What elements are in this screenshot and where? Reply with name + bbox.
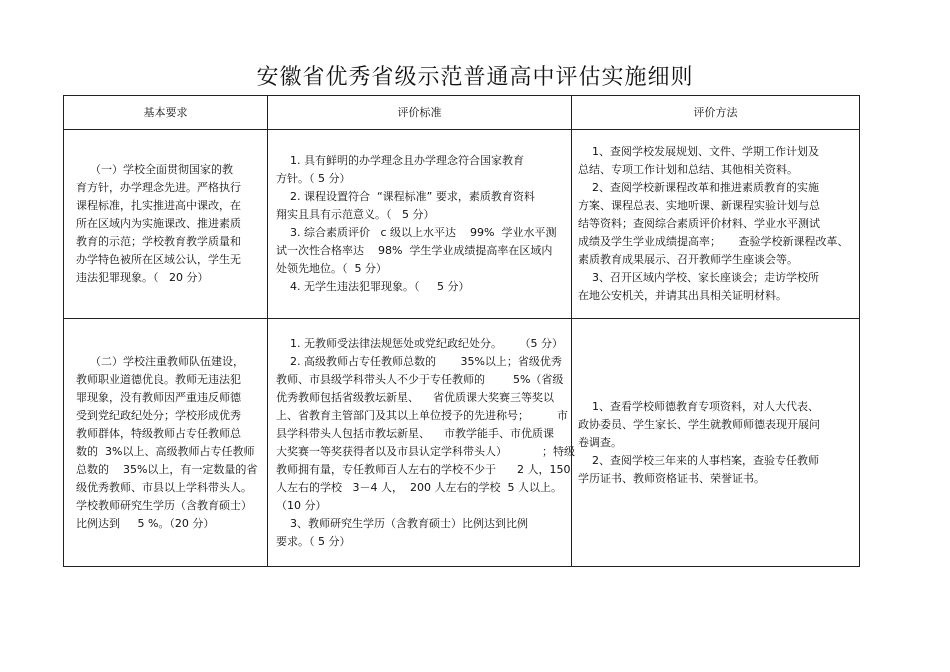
requirement-text xyxy=(64,353,267,533)
header-evaluation-methods: 评价方法 xyxy=(572,96,860,130)
text-line: 数的 3%以上、高级教师占专任教师 xyxy=(76,444,255,458)
text-line: 1、查阅学校发展规划、文件、学期工作计划及 xyxy=(578,145,819,158)
text-line: 课程标准，扎实推进高中课改，在 xyxy=(76,199,241,212)
method-text xyxy=(572,143,859,305)
text-line: 级优秀教师、市县以上学科带头人。 xyxy=(76,480,252,494)
text-line: 在地公安机关，并请其出具相关证明材料。 xyxy=(578,289,787,302)
text-line: 处领先地位。（ 5 分） xyxy=(276,262,387,275)
text-line: 方针。（ 5 分） xyxy=(276,172,351,185)
text-line: 教师、市县级学科带头人不少于专任教师的 5%（省级 xyxy=(276,372,564,386)
text-line: 学校教师研究生学历（含教育硕士） xyxy=(76,498,252,512)
text-line: 3、召开区域内学校、家长座谈会；走访学校所 xyxy=(578,271,819,284)
text-line: 总数的 35%以上，有一定数量的省 xyxy=(76,462,258,476)
text-line: 违法犯罪现象。（ 20 分） xyxy=(76,271,209,284)
text-line: 大奖赛一等奖获得者以及市县认定学科带头人） ；特级 xyxy=(276,444,575,458)
text-line: 素质教育成果展示、召开教师学生座谈会等。 xyxy=(578,253,798,266)
text-line: （二）学校注重教师队伍建设， xyxy=(76,354,244,368)
text-line: 政协委员、学生家长、学生就教师师德表现开展问 xyxy=(578,417,820,431)
table-row xyxy=(64,319,860,567)
evaluation-table xyxy=(63,95,860,567)
method-cell xyxy=(572,319,860,567)
requirement-text xyxy=(64,161,267,287)
text-line: 比例达到 5 %。（20 分） xyxy=(76,516,215,530)
text-line: 办学特色被所在区域公认，学生无 xyxy=(76,253,241,266)
text-line: （10 分） xyxy=(276,498,327,512)
text-line: 2、查阅学校新课程改革和推进素质教育的实施 xyxy=(578,181,819,194)
text-line: 1、查看学校师德教育专项资料，对人大代表、 xyxy=(578,399,819,413)
text-line: 总结、专项工作计划和总结、其他相关资料。 xyxy=(578,163,798,176)
text-line: 受到党纪政纪处分；学校形成优秀 xyxy=(76,408,241,422)
text-line: 育方针，办学理念先进。严格执行 xyxy=(76,181,241,194)
text-line: 卷调查。 xyxy=(578,435,622,449)
text-line: 3. 综合素质评价 c 级以上水平达 99% 学业水平测 xyxy=(276,226,557,239)
text-line: 2. 高级教师占专任教师总数的 35%以上；省级优秀 xyxy=(276,354,562,368)
table-header-row xyxy=(64,96,860,130)
text-line: 4. 无学生违法犯罪现象。（ 5 分） xyxy=(276,280,470,293)
standard-cell xyxy=(268,130,572,319)
text-line: 所在区域内为实施课改、推进素质 xyxy=(76,217,241,230)
text-line: 方案、课程总表、实地听课、新课程实验计划与总 xyxy=(578,199,820,212)
text-line: 罪现象，没有教师因严重违反师德 xyxy=(76,390,241,404)
text-line: 1. 具有鲜明的办学理念且办学理念符合国家教育 xyxy=(276,154,524,167)
text-line: 翔实且具有示范意义。（ 5 分） xyxy=(276,208,435,221)
text-line: 教师拥有量，专任教师百人左右的学校不少于 2 人，150 xyxy=(276,462,571,476)
header-evaluation-standards: 评价标准 xyxy=(268,96,572,130)
text-line: 2、查阅学校三年来的人事档案，查验专任教师 xyxy=(578,453,819,467)
text-line: 优秀教师包括省级教坛新星、 省优质课大奖赛三等奖以 xyxy=(276,390,554,404)
requirement-cell xyxy=(64,319,268,567)
document-title: 安徽省优秀省级示范普通高中评估实施细则 xyxy=(256,65,694,90)
method-text xyxy=(572,398,859,488)
text-line: 人左右的学校 3－4 人， 200 人左右的学校 5 人以上。 xyxy=(276,480,562,494)
standard-text xyxy=(268,152,571,296)
text-line: 上、省教育主管部门及其以上单位授予的先进称号； 市 xyxy=(276,408,568,422)
text-line: 要求。（ 5 分） xyxy=(276,534,351,548)
text-line: 1. 无教师受法律法规惩处或党纪政纪处分。 （5 分） xyxy=(276,336,563,350)
text-line: 试一次性合格率达 98% 学生学业成绩提高率在区域内 xyxy=(276,244,553,257)
text-line: 结等资料；查阅综合素质评价材料、学业水平测试 xyxy=(578,217,820,230)
text-line: 教师群体，特级教师占专任教师总 xyxy=(76,426,241,440)
requirement-cell xyxy=(64,130,268,319)
text-line: （一）学校全面贯彻国家的教 xyxy=(76,163,233,176)
text-line: 学历证书、教师资格证书、荣誉证书。 xyxy=(578,471,765,485)
standard-text xyxy=(268,335,575,551)
text-line: 县学科带头人包括市教坛新星、 市教学能手、市优质课 xyxy=(276,426,554,440)
text-line: 教育的示范；学校教育教学质量和 xyxy=(76,235,241,248)
method-cell xyxy=(572,130,860,319)
table-row xyxy=(64,130,860,319)
text-line: 2. 课程设置符合 “课程标准” 要求，素质教育资料 xyxy=(276,190,535,203)
standard-cell xyxy=(268,319,575,567)
header-basic-requirements: 基本要求 xyxy=(64,96,268,130)
text-line: 成绩及学生学业成绩提高率； 查验学校新课程改革、 xyxy=(578,235,849,248)
text-line: 3、教师研究生学历（含教育硕士）比例达到比例 xyxy=(276,516,528,530)
text-line: 教师职业道德优良。教师无违法犯 xyxy=(76,372,241,386)
